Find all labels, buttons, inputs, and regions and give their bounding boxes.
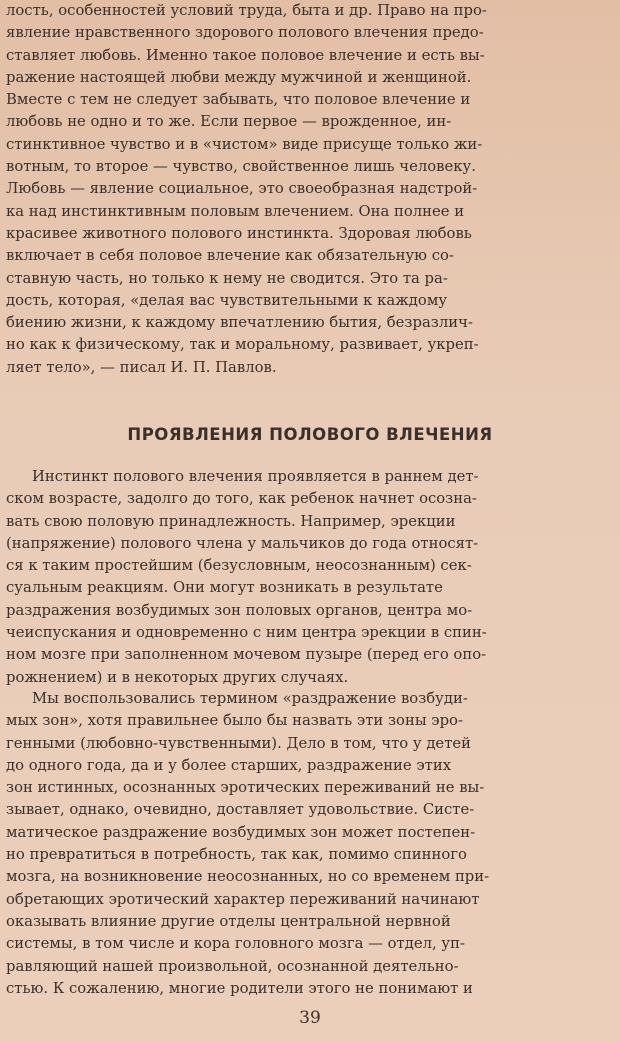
text-line: матическое раздражение возбудимых зон может постепен- xyxy=(6,823,476,841)
text-line: генными (любовно-чувственными). Дело в том, что у детей xyxy=(6,734,471,752)
text-line: ном мозге при заполненном мочевом пузыре (перед его опо- xyxy=(6,646,487,664)
text-line: оказывать влияние другие отделы центральной нервной xyxy=(6,912,451,930)
text-line: Любовь — явление социальное, это своеобразная надстрой- xyxy=(6,180,478,198)
text-line: ка над инстинктивным половым влечением. Она полнее и xyxy=(6,202,465,220)
text-line: явление нравственного здорового полового влечения предо- xyxy=(6,24,484,42)
text-line: ставную часть, но только к нему не сводится. Это та ра- xyxy=(6,269,448,287)
text-line: вотным, то второе — чувство, свойственное лишь человеку. xyxy=(6,158,476,176)
text-line: Инстинкт полового влечения проявляется в раннем дет- xyxy=(32,468,479,485)
text-line: ся к таким простейшим (безусловным, неосознанным) сек- xyxy=(6,557,472,575)
text-line: дость, которая, «делая вас чувствительными к каждому xyxy=(6,291,448,309)
text-line: зывает, однако, очевидно, доставляет удовольствие. Систе- xyxy=(6,801,475,819)
text-line: но как к физическому, так и моральному, развивает, укреп- xyxy=(6,336,479,354)
text-line: мозга, на возникновение неосознанных, но со временем при- xyxy=(6,868,490,886)
text-line: ляет тело», — писал И. П. Павлов. xyxy=(6,358,277,376)
text-line: любовь не одно и то же. Если первое — врожденное, ин- xyxy=(6,113,452,131)
text-line: стью. К сожалению, многие родители этого не понимают и xyxy=(6,979,473,997)
text-line: ражение настоящей любви между мужчиной и женщиной. xyxy=(6,68,472,86)
text-line: биению жизни, к каждому впечатлению бытия, безразлич- xyxy=(6,314,473,332)
text-line: (напряжение) полового члена у мальчиков до года относят- xyxy=(6,534,479,552)
text-line: раздражения возбудимых зон половых органов, центра мо- xyxy=(6,601,473,619)
text-line: обретающих эротический характер переживаний начинают xyxy=(6,890,480,908)
paragraph-3 xyxy=(6,688,606,1000)
page-number: 39 xyxy=(299,1008,321,1028)
text-line: системы, в том числе и кора головного мозга — отдел, уп- xyxy=(6,935,465,953)
section-heading: ПРОЯВЛЕНИЯ ПОЛОВОГО ВЛЕЧЕНИЯ xyxy=(127,425,493,444)
text-line: рожнением) и в некоторых других случаях. xyxy=(6,668,349,686)
text-line: вать свою половую принадлежность. Например, эрекции xyxy=(6,512,456,530)
text-line: стинктивное чувство и в «чистом» виде присуще только жи- xyxy=(6,135,483,153)
text-line: но превратиться в потребность, так как, помимо спинного xyxy=(6,846,467,864)
text-line: лость, особенностей условий труда, быта и др. Право на про- xyxy=(6,2,487,19)
text-line: ставляет любовь. Именно такое половое влечение и есть вы- xyxy=(6,46,485,64)
text-line: ском возрасте, задолго до того, как ребенок начнет осозна- xyxy=(6,490,477,508)
text-line: суальным реакциям. Они могут возникать в результате xyxy=(6,579,443,597)
text-line: зон истинных, осознанных эротических переживаний не вы- xyxy=(6,779,485,797)
text-line: чеиспускания и одновременно с ним центра эрекции в спин- xyxy=(6,624,487,642)
paragraph-1 xyxy=(6,0,606,379)
text-line: равляющий нашей произвольной, осознанной деятельно- xyxy=(6,957,459,975)
text-line: красивее животного полового инстинкта. Здоровая любовь xyxy=(6,224,472,242)
text-line: Вместе с тем не следует забывать, что половое влечение и xyxy=(6,91,471,109)
paragraph-2 xyxy=(6,466,606,689)
text-line: Мы воспользовались термином «раздражение возбуди- xyxy=(32,690,468,707)
text-line: до одного года, да и у более старших, раздражение этих xyxy=(6,756,452,774)
text-line: включает в себя половое влечение как обязательную со- xyxy=(6,247,454,265)
text-line: мых зон», хотя правильнее было бы назвать эти зоны эро- xyxy=(6,712,463,730)
